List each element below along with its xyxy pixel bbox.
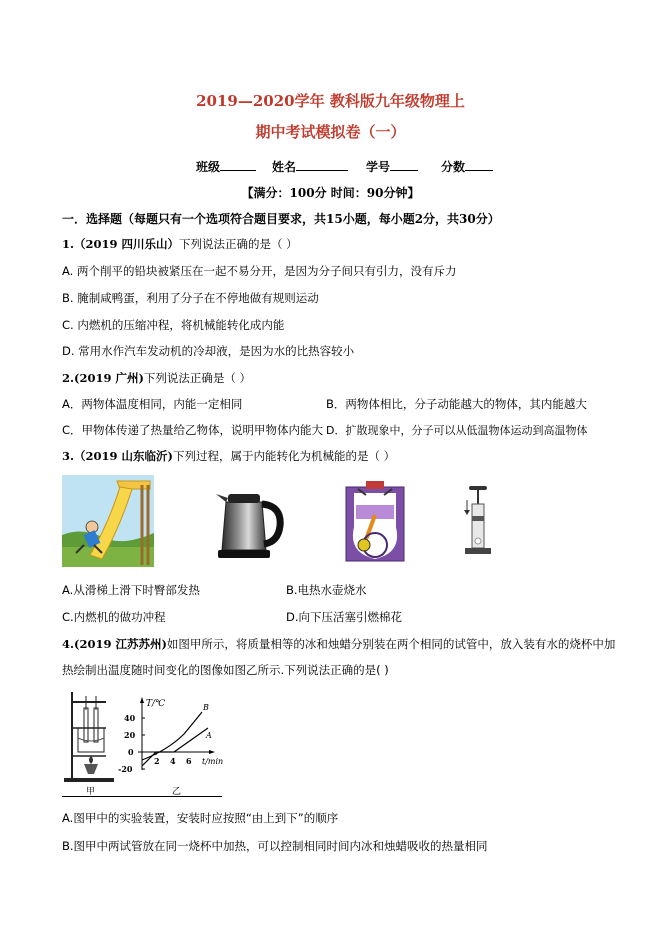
y-tick-40: 40 — [124, 713, 136, 723]
field-name-label: 姓名 — [272, 160, 297, 174]
question-4-stem-line1 — [62, 636, 615, 652]
question-4-stem-line2: 热绘制出温度随时间变化的图像如图乙所示.下列说法正确的是( ) — [62, 663, 389, 677]
x-axis-label: t/min — [202, 757, 224, 766]
question-3-number: 3.（2019 山东临沂) — [62, 449, 173, 463]
slide-image — [62, 475, 154, 567]
question-4-text-line1: 如图甲所示，将质量相等的冰和烛蜡分别装在两个相同的试管中，放入装有水的烧杯中加 — [166, 637, 616, 651]
question-1-text: 下列说法正确的是（ ） — [179, 237, 298, 251]
question-3-option-b: B.电热水壶烧水 — [286, 583, 367, 597]
apparatus-figure — [62, 688, 118, 784]
curve-a-label: A — [206, 731, 212, 740]
field-class — [196, 157, 256, 175]
kettle-image — [214, 484, 286, 562]
x-tick-6: 6 — [186, 756, 192, 766]
question-4-option-a: A.图甲中的实验装置，安装时应按照“由上到下”的顺序 — [62, 811, 339, 825]
piston-cotton-image — [463, 486, 493, 558]
question-2-option-d: D．扩散现象中，分子可以从低温物体运动到高温物体 — [326, 424, 588, 437]
question-4-option-b: B.图甲中两试管放在同一烧杯中加热，可以控制相同时间内冰和烛蜡吸收的热量相同 — [62, 839, 488, 853]
question-2-number: 2.(2019 广州) — [62, 371, 144, 385]
engine-image — [342, 481, 408, 565]
question-1-option-d: D. 常用水作汽车发动机的冷却液，是因为水的比热容较小 — [62, 344, 355, 358]
y-tick-0: 0 — [128, 747, 134, 757]
question-1-option-c: C. 内燃机的压缩冲程，将机械能转化成内能 — [62, 318, 285, 332]
question-4-number: 4.(2019 江苏苏州) — [62, 637, 167, 651]
x-tick-2: 2 — [154, 756, 160, 766]
paper-title-line1: 2019—2020学年 教科版九年级物理上 — [196, 92, 465, 110]
question-3-option-c: C.内燃机的做功冲程 — [62, 610, 166, 624]
question-2-stem — [62, 370, 251, 386]
question-3-option-d: D.向下压活塞引燃棉花 — [286, 610, 403, 624]
figure-label-yi: 乙 — [172, 787, 182, 797]
field-student-id — [366, 157, 418, 175]
question-1-option-b: B. 腌制咸鸭蛋，利用了分子在不停地做有规则运动 — [62, 291, 319, 305]
question-2-option-a: A．两物体温度相同，内能一定相同 — [62, 397, 243, 411]
section-heading: 一．选择题（每题只有一个选项符合题目要求，共15小题，每小题2分，共30分） — [62, 212, 500, 226]
question-2-option-c: C．甲物体传递了热量给乙物体，说明甲物体内能大 — [62, 423, 324, 437]
question-2-text: 下列说法正确是（ ） — [143, 371, 252, 385]
y-tick-20: 20 — [124, 730, 136, 740]
y-tick-minus20: -20 — [118, 764, 133, 774]
field-score — [441, 157, 493, 175]
question-3-stem — [62, 448, 395, 464]
temperature-time-graph — [118, 694, 224, 778]
y-axis-label: T/℃ — [146, 699, 166, 709]
x-tick-4: 4 — [170, 756, 176, 766]
question-1-number: 1.（2019 四川乐山） — [62, 237, 180, 251]
figure-label-jia: 甲 — [86, 787, 96, 797]
question-2-option-b: B．两物体相比，分子动能越大的物体，其内能越大 — [326, 397, 587, 411]
question-3-text: 下列过程，属于内能转化为机械能的是（ ） — [172, 449, 396, 463]
question-1-stem — [62, 236, 298, 252]
curve-b — [142, 712, 202, 760]
curve-b-label: B — [203, 703, 209, 712]
field-class-label: 班级 — [196, 160, 221, 174]
field-name — [272, 157, 348, 175]
field-score-label: 分数 — [441, 160, 466, 174]
question-1-option-a: A. 两个削平的铅块被紧压在一起不易分开，是因为分子间只有引力，没有斥力 — [62, 264, 457, 278]
paper-title-line2: 期中考试模拟卷（一） — [255, 123, 406, 141]
score-time-note: 【满分：100分 时间：90分钟】 — [241, 186, 420, 200]
field-student-id-label: 学号 — [366, 160, 391, 174]
question-3-option-a: A.从滑梯上滑下时臀部发热 — [62, 583, 200, 597]
